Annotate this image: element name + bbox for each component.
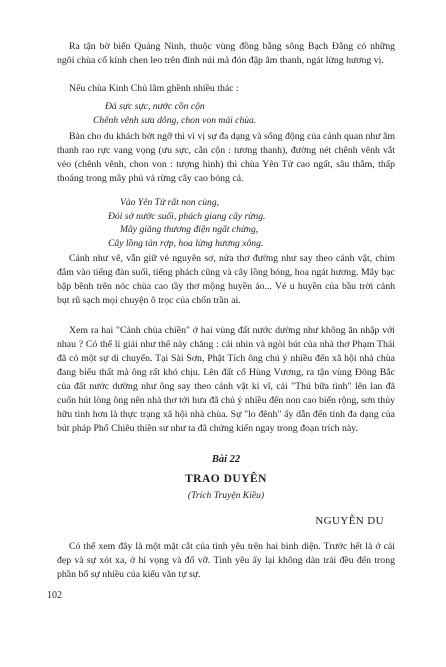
- lesson-title: TRAO DUYÊN: [185, 473, 267, 485]
- lesson-number: Bài 22: [211, 454, 241, 465]
- lesson-author: NGUYỄN DU: [315, 515, 384, 527]
- verse-line: Đá sực sực, nước cồn cộn: [105, 101, 205, 112]
- paragraph-lesson-intro: Có thể xem đây là một mặt cắt của tình yêu trên hai bình diện. Trước hết là ở cái đẹp và sự xót xa, ở hi vọng và đổ vỡ. Tình yêu ấy lại không dàn trải đều đến trong phần bổ sự nhiều của kiểu văn tự sự.: [57, 541, 395, 580]
- paragraph-kinh-chu: Nếu chùa Kinh Chủ lâm ghềnh nhiều thác :: [69, 83, 239, 94]
- verse-block-1: [93, 100, 257, 127]
- paragraph-comparison: Xem ra hai "Cảnh chùa chiền" ở hai vùng đất nước dường như không ăn nhập với nhau ? Có thể lí giải như thế này chăng : cái nhìn và ngòi bút của nhà thơ Phạm Thái đã có một sự di chuyển. Tại Sài Sơn, Phật Tích ông chú ý nhiều đến xã hội nhà chùa đang biểu thất mà ông rất khó chịu. Lên đất cổ Hùng Vương, ra tận vùng Đông Bắc của đất nước dường như ông say theo cảnh vật kì vĩ, cái "Thú bữa tình" lên lan đã cuốn hút lòng ông nên nhà thơ tới hưa đã chủ ý nhiều đến non cao biển rộng, sơn thủy hữu tình hơn là thực trạng xã hội nhà chùa. Sự "lo đênh" ấy dẫn đến tính đa dạng của bút pháp Phổ Chiêu thiền sư như ta đã chứng kiến ngay trong đoạn trích này.: [57, 325, 395, 434]
- paragraph-scenery: Cảnh như vẽ, vẫn giữ vẻ nguyên sơ, nửa thơ đường như say theo cảnh vật, chìm đắm vào tiếng đàn suối, tiếng phách cũng và cây lồng bóng, hoa ngát hương. Mây bạc bập bềnh trên nóc chùa cao tầy thơ mộng huyền ảo... Vẻ u huyền của bầu trời cảnh bụt rũ sạch mọi chuyện ô trọc của chốn trần ai.: [57, 253, 395, 306]
- verse-line: Vào Yên Tử rất non cùng,: [120, 197, 220, 208]
- verse-block-2: [108, 196, 266, 250]
- verse-line: Cây lồng tản rợp, hoa lừng hương xông.: [108, 237, 264, 249]
- page-number: 102: [47, 590, 62, 601]
- paragraph-intro: Ra tận bờ biển Quảng Ninh, thuộc vùng đồng bằng sông Bạch Đằng có những ngôi chùa cổ kính chen leo trên đỉnh núi mà đón đập âm thanh, ngát lừng hương vị.: [57, 41, 395, 66]
- verse-line: Đói sở nước suối, phách giang cây rừng.: [108, 210, 266, 222]
- verse-line: Chênh vênh sưa dông, chon von mái chùa.: [93, 114, 257, 126]
- verse-line: Mây giăng thương điện ngất chừng,: [120, 224, 259, 236]
- lesson-source: (Trích Truyện Kiều): [187, 490, 265, 501]
- paragraph-analysis: Bàn cho du khách bớt ngỡ thì vì vị sự đa dạng và sống động của cảnh quan như âm thanh rao rực vang vọng (ưu sực, cắn cộn : tương thanh), đường nét chênh vênh vắt vẻo (chênh vênh, chon von : tượng hình) thì chùa Yên Tử cao ngất, sâu thẳm, thấp thoáng trong mây phủ và rừng cây cao bóng cả.: [57, 131, 395, 184]
